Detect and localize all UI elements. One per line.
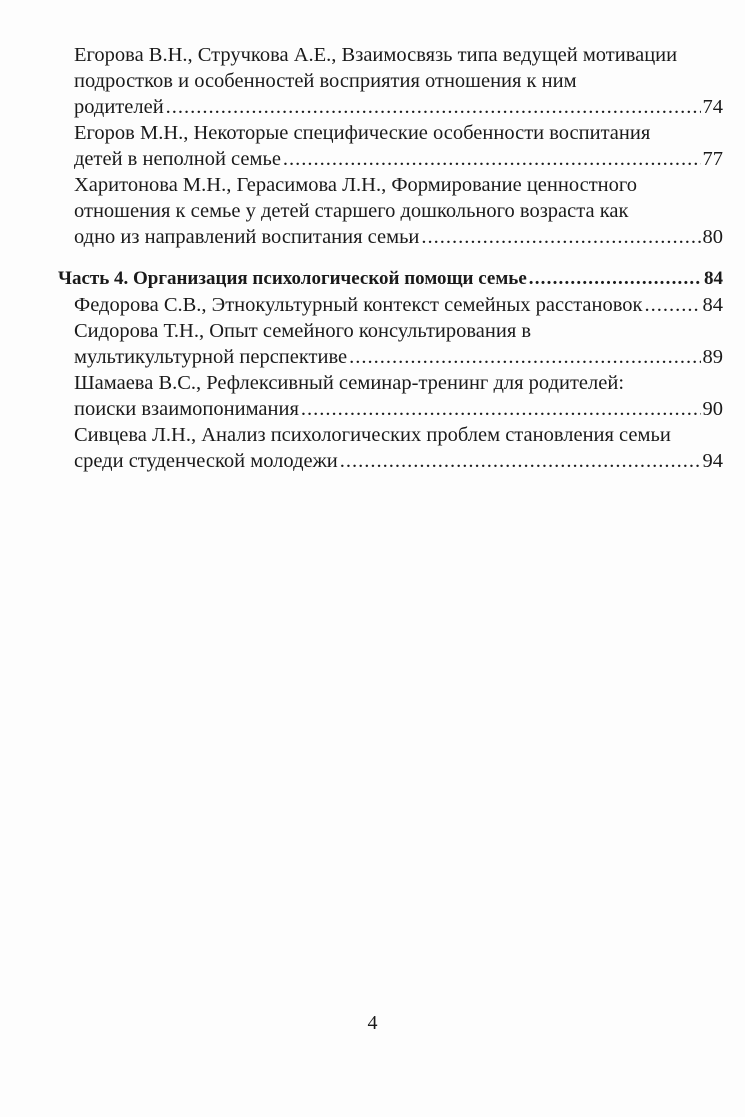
- toc-entry: [58, 42, 723, 120]
- toc-entry-line: Егорова В.Н., Стручкова А.Е., Взаимосвязь типа ведущей мотивации: [74, 44, 678, 66]
- toc-entry: [58, 318, 723, 370]
- toc-page-number: 77: [702, 148, 723, 170]
- toc-entry: [58, 120, 723, 172]
- page-number: 4: [367, 1012, 378, 1034]
- toc-page-number: 89: [702, 346, 723, 368]
- toc-page-number: 84: [704, 268, 723, 289]
- toc-entry-line: мультикультурной перспективе: [74, 346, 348, 368]
- toc-entry-line: Егоров М.Н., Некоторые специфические особенности воспитания: [74, 122, 651, 144]
- dot-leader: [166, 94, 701, 120]
- toc-entry: [58, 292, 723, 318]
- toc-entry-line: Сидорова Т.Н., Опыт семейного консультирования в: [74, 320, 532, 342]
- part-title: Часть 4. Организация психологической помощи семье: [58, 268, 527, 289]
- dot-leader: [529, 266, 702, 292]
- toc-entry: [58, 370, 723, 422]
- toc-entry-line: родителей: [74, 96, 164, 118]
- dot-leader: [421, 224, 700, 250]
- dot-leader: [283, 146, 701, 172]
- toc-page-number: 90: [702, 398, 723, 420]
- dot-leader: [340, 448, 701, 474]
- dot-leader: [645, 292, 701, 318]
- toc-page-number: 80: [702, 226, 723, 248]
- toc-entry-line: Шамаева В.С., Рефлексивный семинар-тренинг для родителей:: [74, 372, 625, 394]
- toc-entry-line: отношения к семье у детей старшего дошкольного возраста как: [74, 200, 629, 222]
- toc-entry-line: детей в неполной семье: [74, 148, 281, 170]
- table-of-contents: [58, 42, 723, 474]
- toc-entry-line: Харитонова М.Н., Герасимова Л.Н., Формирование ценностного: [74, 174, 638, 196]
- toc-entry-line: Сивцева Л.Н., Анализ психологических проблем становления семьи: [74, 424, 671, 446]
- toc-entry-line: одно из направлений воспитания семьи: [74, 226, 420, 248]
- toc-entry-line: поиски взаимопонимания: [74, 398, 299, 420]
- toc-entry-line: Федорова С.В., Этнокультурный контекст семейных расстановок: [74, 294, 643, 316]
- dot-leader: [301, 396, 701, 422]
- toc-entry: [58, 172, 723, 250]
- toc-page-number: 94: [702, 450, 723, 472]
- toc-entry-line: среди студенческой молодежи: [74, 450, 338, 472]
- toc-part-heading: [58, 266, 723, 292]
- toc-entry: [58, 422, 723, 474]
- toc-entry-line: подростков и особенностей восприятия отношения к ним: [74, 70, 577, 92]
- dot-leader: [349, 344, 700, 370]
- toc-page-number: 74: [702, 96, 723, 118]
- toc-page-number: 84: [702, 294, 723, 316]
